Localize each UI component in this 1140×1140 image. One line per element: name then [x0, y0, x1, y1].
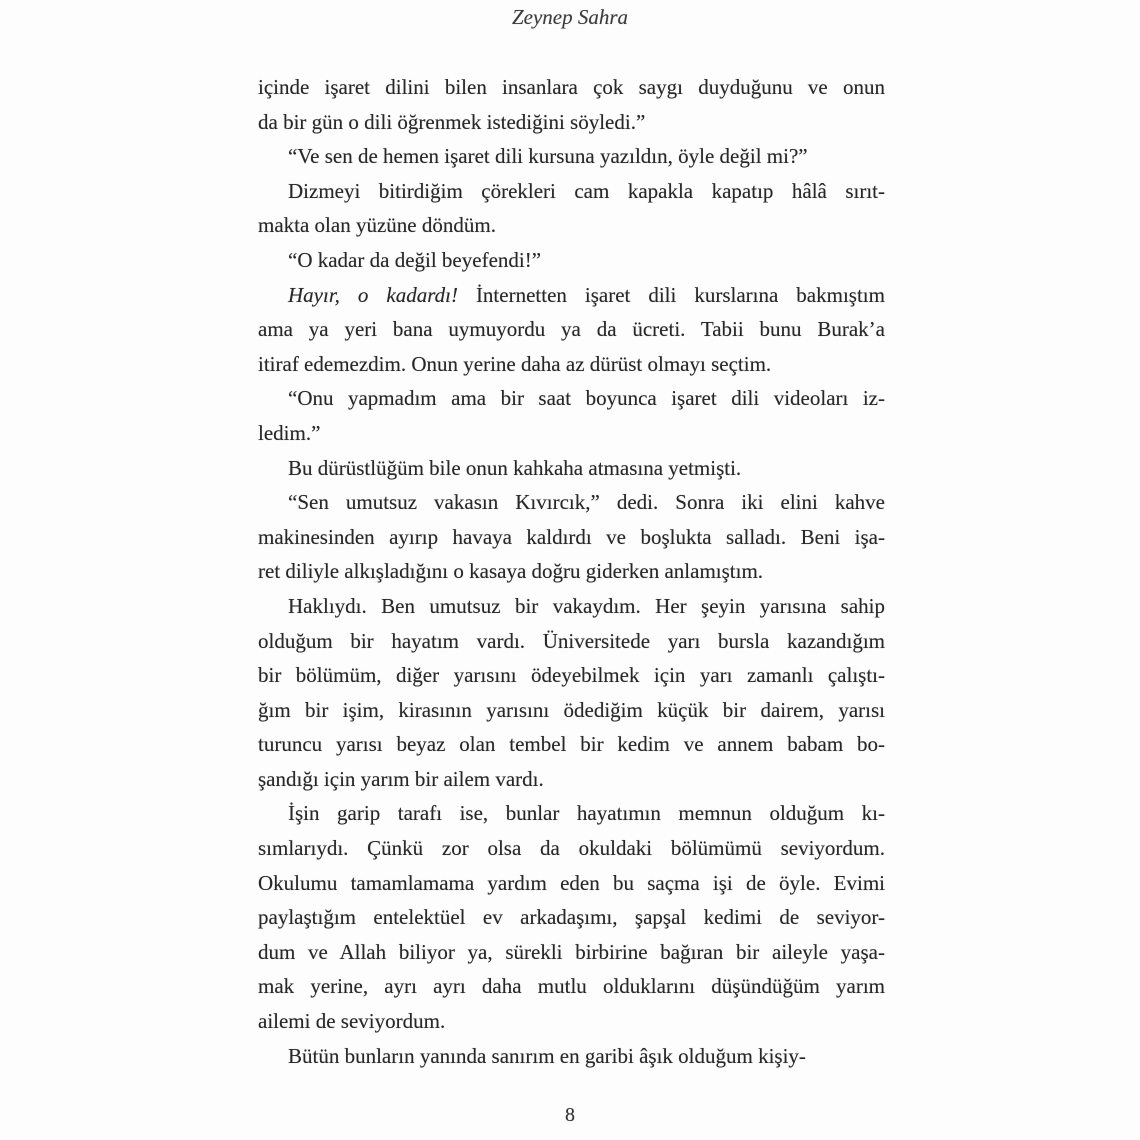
- text-line: [258, 658, 885, 693]
- text-line: [258, 312, 885, 347]
- text-line: [258, 70, 885, 105]
- text-line: [258, 105, 885, 140]
- text-segment: makinesinden ayırıp havaya kaldırdı ve boşlukta salladı. Beni işa-: [258, 524, 885, 549]
- text-line: [258, 624, 885, 659]
- text-line: [258, 485, 885, 520]
- text-segment: içinde işaret dilini bilen insanlara çok saygı duyduğunu ve onun: [258, 75, 885, 99]
- text-line: [258, 416, 885, 451]
- text-segment: “Ve sen de hemen işaret dili kursuna yazıldın, öyle değil mi?”: [288, 144, 808, 169]
- text-line: [258, 796, 885, 831]
- text-line: [258, 589, 885, 624]
- text-segment: ama ya yeri bana uymuyordu ya da ücreti. Tabii bunu Burak’a: [258, 317, 885, 342]
- text-segment: Bu dürüstlüğüm bile onun kahkaha atmasına yetmişti.: [288, 455, 742, 480]
- text-line: [258, 243, 885, 278]
- text-block: [258, 70, 885, 1073]
- text-line: [258, 727, 885, 762]
- text-line: [258, 969, 885, 1004]
- text-line: [258, 693, 885, 728]
- text-line: [258, 139, 885, 174]
- text-line: [258, 866, 885, 901]
- text-line: [258, 520, 885, 555]
- text-line: [258, 762, 885, 797]
- text-segment: şandığı için yarım bir ailem vardı.: [258, 766, 544, 791]
- page-number: 8: [565, 1104, 575, 1126]
- text-line: [258, 1039, 885, 1074]
- text-segment: da bir gün o dili öğrenmek istediğini söyledi.”: [258, 109, 646, 134]
- text-segment: İşin garip tarafı ise, bunlar hayatımın memnun olduğum kı-: [288, 801, 885, 826]
- text-line: [258, 278, 885, 313]
- text-segment: paylaştığım entelektüel ev arkadaşımı, şapşal kedimi de seviyor-: [258, 905, 885, 930]
- text-line: [258, 208, 885, 243]
- text-line: [258, 831, 885, 866]
- text-line: [258, 347, 885, 382]
- text-line: [258, 381, 885, 416]
- text-segment: “Sen umutsuz vakasın Kıvırcık,” dedi. Sonra iki elini kahve: [288, 490, 885, 515]
- text-segment: sımlarıydı. Çünkü zor olsa da okuldaki bölümümü seviyordum.: [258, 836, 885, 861]
- text-segment: itiraf edemezdim. Onun yerine daha az dürüst olmayı seçtim.: [258, 351, 772, 376]
- text-segment: Okulumu tamamlamama yardım eden bu saçma işi de öyle. Evimi: [258, 870, 885, 895]
- text-segment: makta olan yüzüne döndüm.: [258, 213, 496, 238]
- text-line: [258, 451, 885, 486]
- text-segment: “O kadar da değil beyefendi!”: [288, 247, 542, 272]
- text-line: [258, 554, 885, 589]
- text-segment: ledim.”: [258, 420, 321, 445]
- text-segment: Bütün bunların yanında sanırım en garibi âşık olduğum kişiy-: [288, 1043, 806, 1068]
- text-segment: İnternetten işaret dili kurslarına bakmıştım: [475, 282, 885, 307]
- text-segment: ğım bir işim, kirasının yarısını ödediğim küçük bir dairem, yarısı: [258, 697, 885, 722]
- text-segment: “Onu yapmadım ama bir saat boyunca işaret dili videoları iz-: [288, 386, 885, 411]
- text-segment: bir bölümüm, diğer yarısını ödeyebilmek için yarı zamanlı çalıştı-: [258, 663, 885, 688]
- text-segment: Haklıydı. Ben umutsuz bir vakaydım. Her şeyin yarısına sahip: [288, 593, 885, 618]
- text-segment: turuncu yarısı beyaz olan tembel bir kedim ve annem babam bo-: [258, 732, 885, 757]
- text-line: [258, 174, 885, 209]
- text-segment: dum ve Allah biliyor ya, sürekli birbirine bağıran bir aileyle yaşa-: [258, 939, 885, 964]
- text-segment: ret diliyle alkışladığını o kasaya doğru giderken anlamıştım.: [258, 559, 764, 584]
- text-segment: ailemi de seviyordum.: [258, 1009, 446, 1034]
- text-line: [258, 900, 885, 935]
- text-line: [258, 1004, 885, 1039]
- italic-text-segment: Hayır, o kadardı!: [288, 282, 476, 307]
- text-segment: olduğum bir hayatım vardı. Üniversitede yarı bursla kazandığım: [258, 628, 885, 653]
- running-header: Zeynep Sahra: [511, 5, 629, 29]
- text-line: [258, 935, 885, 970]
- text-segment: Dizmeyi bitirdiğim çörekleri cam kapakla kapatıp hâlâ sırıt-: [288, 178, 885, 203]
- text-segment: mak yerine, ayrı ayrı daha mutlu olduklarını düşündüğüm yarım: [258, 974, 885, 999]
